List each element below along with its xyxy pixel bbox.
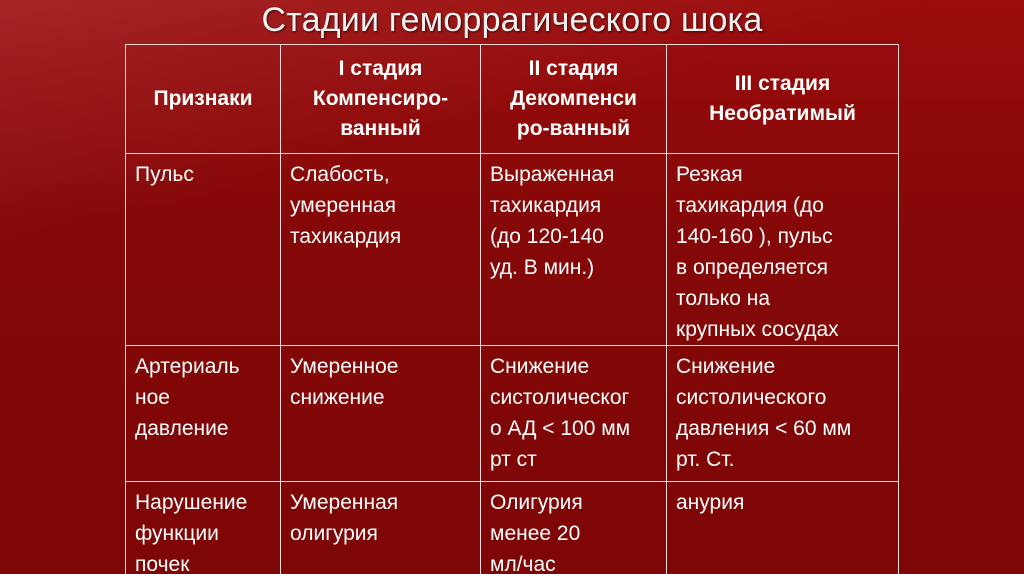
cell-line: систолического [676,386,827,409]
slide-title: Стадии геморрагического шока [261,1,763,39]
cell-line: Умеренная [290,491,399,514]
cell-line: 140-160 ), пульс [676,225,833,248]
cell-line: давление [135,417,229,440]
cell-stage-3 [667,482,899,574]
header-stage-2 [481,45,667,154]
cell-sign [126,346,281,482]
cell-stage-2 [481,346,667,482]
cell-line: менее 20 [490,522,581,545]
table-row [126,154,899,346]
header-signs [126,45,281,154]
cell-stage-1 [281,346,481,482]
cell-line: систолическог [490,386,630,409]
cell-line: мл/час [490,553,556,574]
cell-stage-1 [281,482,481,574]
cell-line: олигурия [290,522,378,545]
cell-line: анурия [676,491,745,514]
header-stage-3 [667,45,899,154]
cell-line: рт. Ст. [676,448,735,471]
header-stage-2-line: II стадия [528,57,619,80]
cell-line: ное [135,386,170,409]
cell-line: тахикардия [490,194,602,217]
header-stage-3-line: Необратимый [709,102,856,125]
cell-line: функции [135,522,219,545]
cell-stage-2 [481,482,667,574]
header-stage-1 [281,45,481,154]
header-stage-2-line: ро-ванный [516,117,631,140]
cell-sign [126,482,281,574]
cell-line: рт ст [490,448,537,471]
table-row [126,346,899,482]
cell-line: только на [676,287,771,310]
cell-line: в определяется [676,256,829,279]
table-row [126,482,899,574]
cell-stage-1 [281,154,481,346]
header-stage-1-line: Компенсиро- [312,87,449,110]
cell-line: давления < 60 мм [676,417,852,440]
cell-line: уд. В мин.) [490,256,595,279]
header-stage-2-line: Декомпенси [510,87,637,110]
table-header-row [126,45,899,154]
header-signs-label: Признаки [153,87,253,110]
cell-line: Снижение [676,355,776,378]
cell-stage-2 [481,154,667,346]
cell-line: крупных сосудах [676,318,839,341]
shock-stages-table [125,44,899,574]
cell-line: почек [135,553,190,574]
cell-line: снижение [290,386,385,409]
cell-line: Слабость, [290,163,390,186]
cell-stage-3 [667,346,899,482]
cell-line: Нарушение [135,491,248,514]
cell-line: тахикардия (до [676,194,824,217]
cell-line: тахикардия [290,225,402,248]
cell-line: (до 120-140 [490,225,604,248]
shock-stages-table-container [125,44,898,574]
cell-line: Олигурия [490,491,583,514]
cell-line: Артериаль [135,355,240,378]
cell-stage-3 [667,154,899,346]
header-stage-1-line: ванный [340,117,421,140]
cell-line: Умеренное [290,355,399,378]
header-stage-3-line: III стадия [734,72,831,95]
cell-line: умеренная [290,194,396,217]
cell-line: о АД < 100 мм [490,417,631,440]
cell-line: Резкая [676,163,743,186]
cell-line: Снижение [490,355,590,378]
cell-line: Пульс [135,163,194,186]
cell-sign [126,154,281,346]
cell-line: Выраженная [490,163,615,186]
header-stage-1-line: I стадия [338,57,423,80]
